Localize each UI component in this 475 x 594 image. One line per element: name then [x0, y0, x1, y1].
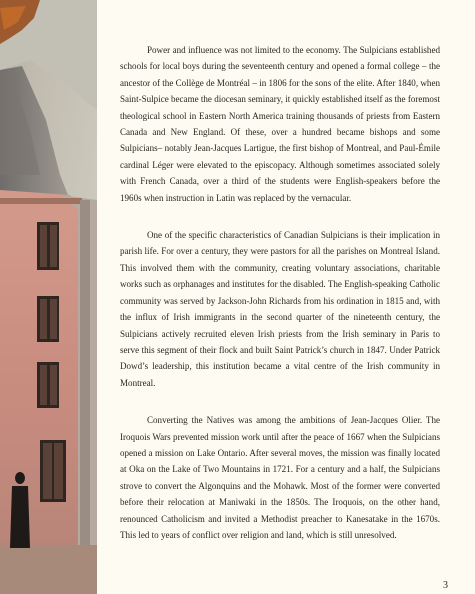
- article-text: [120, 42, 440, 564]
- paragraph-parish-life: One of the specific characteristics of Canadian Sulpicians is their implication in parish life. For over a century, they were pastors for all the parishes on Montreal Island. This involved them with the community, creating voluntary associations, charitable works such as orphanages and institutes for the disabled. The English-speaking Catholic community was served by Jackson-John Richards from his ordination in 1815 and, with the influx of Irish immigrants in the second quarter of the nineteenth century, the Sulpicians actively recruited eleven Irish priests from the Irish seminary in Paris to serve this segment of their flock and built Saint Patrick’s church in 1847. Under Patrick Dowd’s leadership, this institution became a vital centre of the Irish community in Montreal.: [120, 230, 440, 388]
- paragraph-education: Power and influence was not limited to the economy. The Sulpicians established schools for local boys during the seventeenth century and opened a formal college – the ancestor of the Collège de Montréal – in 1806 for the sons of the elite. After 1840, when Saint-Sulpice became the diocesan seminary, it quickly established itself as the foremost theological school in Eastern North America training thousands of priests from Eastern Canada and New England. Of these, over a hundred became bishops and some Sulpicians– notably Jean-Jacques Lartigue, the first bishop of Montreal, and Paul-Émile cardinal Léger were elevated to the episcopacy. Although sometimes associated solely with French Canada, over a third of the students were English-speakers before the 1960s when instruction in Latin was replaced by the vernacular.: [120, 45, 440, 203]
- page-number: 3: [443, 580, 448, 591]
- painting-illustration: [0, 0, 97, 594]
- paragraph-native-missions: Converting the Natives was among the ambitions of Jean-Jacques Olier. The Iroquois Wars prevented mission work until after the peace of 1667 when the Sulpicians opened a mission on Lake Ontario. After several moves, the mission was finally located at Oka on the Lake of Two Mountains in 1721. For a century and a half, the Sulpicians strove to convert the Algonquins and the Mohawk. Most of the former were converted before their relocation at Maniwaki in the 1850s. The Iroquois, on the other hand, renounced Catholicism and invited a Methodist preacher to Kanesatake in the 1670s. This led to years of conflict over religion and land, which is still unresolved.: [120, 415, 440, 540]
